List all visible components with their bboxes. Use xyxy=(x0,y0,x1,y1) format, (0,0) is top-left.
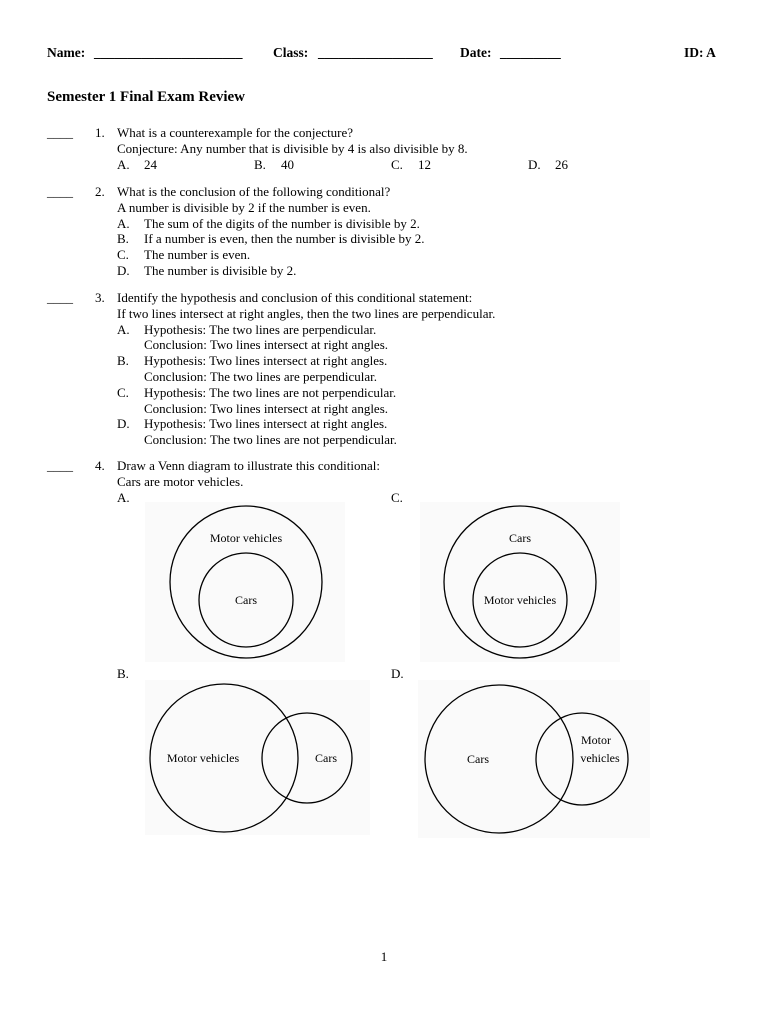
choice-3d-hypothesis: Hypothesis: Two lines intersect at right angles. xyxy=(144,416,388,432)
venn-b-right-label: Cars xyxy=(315,751,337,765)
venn-b-left-label: Motor vehicles xyxy=(166,751,240,765)
choice-1b-label: B. xyxy=(254,156,266,172)
question-3-stem: Identify the hypothesis and conclusion of this conditional statement: xyxy=(117,290,473,305)
question-4-stem: Draw a Venn diagram to illustrate this conditional: xyxy=(117,458,380,473)
choice-2d-text: The number is divisible by 2. xyxy=(144,262,297,278)
choice-1a-label: A. xyxy=(117,156,130,172)
venn-diagram-d xyxy=(418,680,650,838)
answer-blank-2[interactable]: ____ xyxy=(47,184,73,199)
answer-blank-4[interactable]: ____ xyxy=(47,458,73,473)
question-number-4: 4. xyxy=(95,458,105,473)
choice-3a-hypothesis: Hypothesis: The two lines are perpendicular. xyxy=(144,321,377,337)
choice-3d-conclusion: Conclusion: The two lines are not perpendicular. xyxy=(144,432,397,448)
page-number: 1 xyxy=(380,949,388,964)
question-1-choices xyxy=(117,157,717,173)
venn-a-outer-label: Motor vehicles xyxy=(209,531,283,545)
choice-2a-text: The sum of the digits of the number is divisible by 2. xyxy=(144,215,420,231)
choice-3b-label: B. xyxy=(117,353,129,369)
question-3-statement: If two lines intersect at right angles, then the two lines are perpendicular. xyxy=(117,305,496,321)
question-1 xyxy=(117,125,717,172)
question-1-conjecture: Conjecture: Any number that is divisible by 4 is also divisible by 8. xyxy=(117,140,468,156)
question-4-conditional: Cars are motor vehicles. xyxy=(117,473,244,489)
choice-1c-text: 12 xyxy=(418,156,431,172)
question-4 xyxy=(117,458,717,490)
choice-3c-hypothesis: Hypothesis: The two lines are not perpendicular. xyxy=(144,384,397,400)
question-number-3: 3. xyxy=(95,290,105,305)
date-blank[interactable]: _________ xyxy=(500,45,561,60)
venn-diagram-a xyxy=(145,502,345,662)
venn-d-right-label-line1: Motor xyxy=(581,733,611,747)
venn-a-inner-label: Cars xyxy=(235,593,257,607)
venn-c-outer-label: Cars xyxy=(509,531,531,545)
choice-1d-label: D. xyxy=(528,156,541,172)
question-2-conditional: A number is divisible by 2 if the number is even. xyxy=(117,199,371,215)
choice-2b-text: If a number is even, then the number is divisible by 2. xyxy=(144,231,425,247)
answer-blank-3[interactable]: ____ xyxy=(47,290,73,305)
choice-4b-label: B. xyxy=(117,666,129,681)
choice-1d-text: 26 xyxy=(555,156,568,172)
page-title: Semester 1 Final Exam Review xyxy=(47,89,246,105)
question-2 xyxy=(117,184,717,279)
name-label: Name: xyxy=(47,45,86,60)
choice-2c-label: C. xyxy=(117,247,129,263)
choice-3b-hypothesis: Hypothesis: Two lines intersect at right angles. xyxy=(144,353,388,369)
venn-diagram-b xyxy=(145,680,370,835)
choice-2b-label: B. xyxy=(117,231,129,247)
venn-d-right-label-line2: vehicles xyxy=(580,751,620,765)
choice-1a-text: 24 xyxy=(144,156,157,172)
choice-3a-conclusion: Conclusion: Two lines intersect at right angles. xyxy=(144,337,389,353)
choice-2c-text: The number is even. xyxy=(144,247,251,263)
id-label: ID: A xyxy=(684,45,716,60)
choice-1b-text: 40 xyxy=(281,156,294,172)
choice-4a-label: A. xyxy=(117,490,130,505)
question-number-1: 1. xyxy=(95,125,105,140)
question-2-stem: What is the conclusion of the following conditional? xyxy=(117,184,391,199)
class-label: Class: xyxy=(273,45,309,60)
choice-4d-label: D. xyxy=(391,666,404,681)
answer-blank-1[interactable]: ____ xyxy=(47,125,73,140)
venn-c-inner-label: Motor vehicles xyxy=(483,593,557,607)
question-3 xyxy=(117,290,717,448)
question-1-stem: What is a counterexample for the conjecture? xyxy=(117,125,354,140)
name-blank[interactable]: ______________________ xyxy=(94,45,243,60)
venn-d-left-label: Cars xyxy=(467,752,489,766)
choice-3c-conclusion: Conclusion: Two lines intersect at right angles. xyxy=(144,400,389,416)
choice-3b-conclusion: Conclusion: The two lines are perpendicular. xyxy=(144,368,377,384)
choice-3a-label: A. xyxy=(117,321,130,337)
choice-4c-label: C. xyxy=(391,490,403,505)
choice-1c-label: C. xyxy=(391,156,403,172)
question-number-2: 2. xyxy=(95,184,105,199)
choice-3d-label: D. xyxy=(117,416,130,432)
class-blank[interactable]: _________________ xyxy=(318,45,433,60)
choice-2d-label: D. xyxy=(117,262,130,278)
choice-3c-label: C. xyxy=(117,384,129,400)
date-label: Date: xyxy=(460,45,492,60)
venn-diagram-c xyxy=(420,502,620,662)
choice-2a-label: A. xyxy=(117,215,130,231)
